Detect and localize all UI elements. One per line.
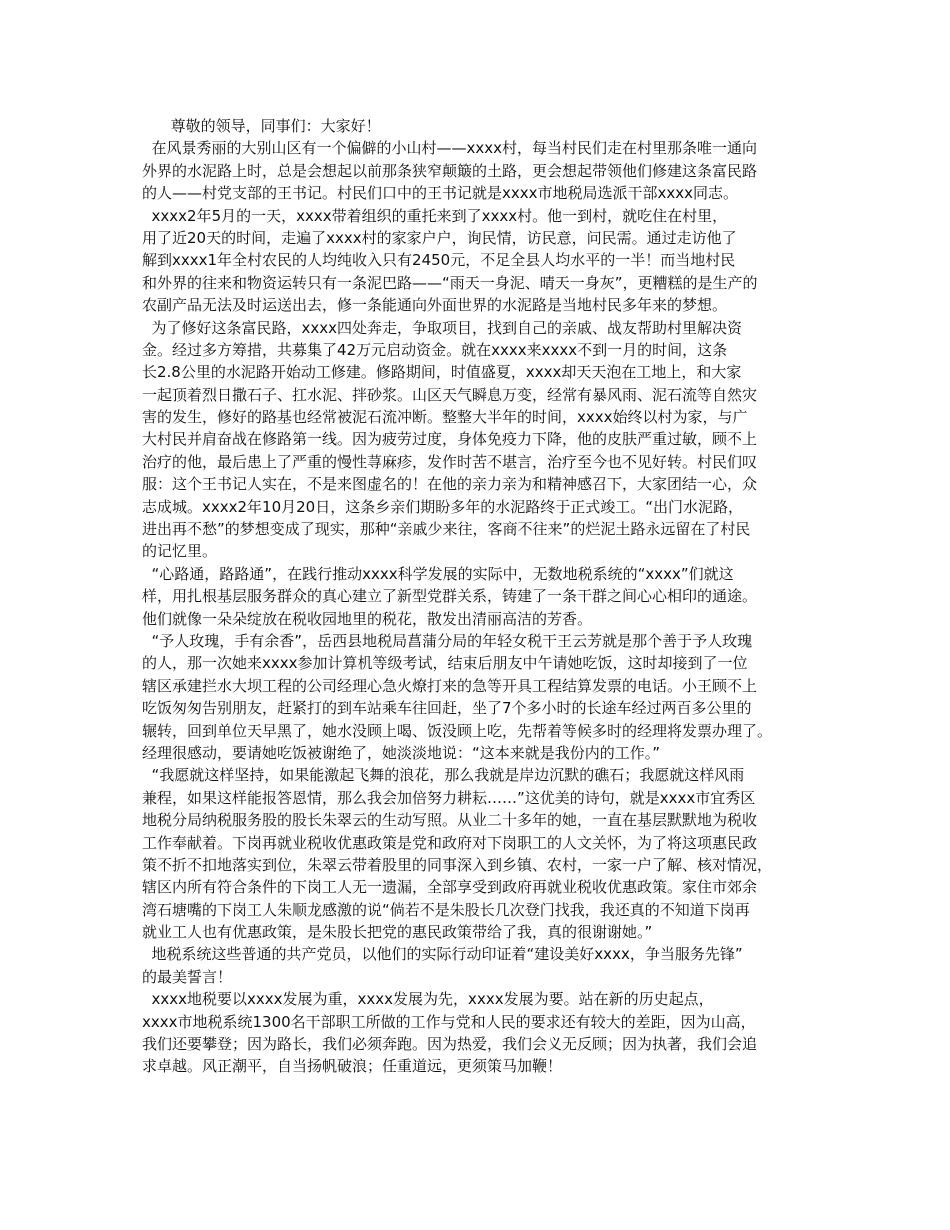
text-line: “予人玫瑰，手有余香”，岳西县地税局菖蒲分局的年轻女税干王云芳就是那个善于予人玫瑰 (142, 631, 753, 650)
text-line: 一起顶着烈日撒石子、扛水泥、拌砂浆。山区天气瞬息万变，经常有暴风雨、泥石流等自然灾 (142, 385, 758, 404)
text-line: 经理很感动，要请她吃饭被谢绝了，她淡淡地说：“这本来就是我份内的工作。” (142, 743, 661, 762)
text-line: 和外界的往来和物资运转只有一条泥巴路——“雨天一身泥、晴天一身灰”，更糟糕的是生产的 (142, 273, 758, 292)
text-line: xxxx地税要以xxxx发展为重，xxxx发展为先，xxxx发展为要。站在新的历史起点， (142, 990, 714, 1009)
text-line: “心路通，路路通”，在践行推动xxxx科学发展的实际中，无数地税系统的“xxxx”们就这 (142, 564, 734, 583)
text-line: 工作奉献着。下岗再就业税收优惠政策是党和政府对下岗职工的人文关怀，为了将这项惠民政 (142, 833, 758, 852)
text-line: 湾石塘嘴的下岗工人朱顺龙感激的说“倘若不是朱股长几次登门找我，我还真的不知道下岗再 (142, 900, 750, 919)
text-line: 吃饭匆匆告别朋友，赶紧打的到车站乘车往回赶，坐了7个多小时的长途车经过两百多公里的 (142, 699, 752, 718)
text-line: 用了近20天的时间，走遍了xxxx村的家家户户，询民情，访民意，问民需。通过走访他了 (142, 228, 737, 247)
text-line: 农副产品无法及时运送出去，修一条能通向外面世界的水泥路是当地村民多年来的梦想。 (142, 296, 728, 315)
text-line: 服：这个王书记人实在，不是来图虚名的！在他的亲力亲为和精神感召下，大家团结一心，众 (142, 475, 758, 494)
text-line: 尊敬的领导，同事们：大家好！ (142, 117, 381, 135)
text-line: 他们就像一朵朵绽放在税收园地里的税花，散发出清丽高洁的芳香。 (142, 609, 593, 628)
text-line: 在风景秀丽的大别山区有一个偏僻的小山村——xxxx村，每当村民们走在村里那条唯一通向 (142, 139, 758, 158)
text-line: “我愿就这样坚持，如果能激起飞舞的浪花，那么我就是岸边沉默的礁石；我愿就这样风雨 (142, 766, 745, 785)
document-body (142, 115, 822, 1078)
text-line: 兼程，如果这样能报答恩情，那么我会加倍努力耕耘……”这优美的诗句，就是xxxx市宜秀区 (142, 788, 756, 807)
text-line: 的最美誓言！ (142, 967, 233, 986)
text-line: 地税分局纳税服务股的股长朱翠云的生动写照。从业二十多年的她，一直在基层默默地为税收 (142, 811, 758, 830)
text-line: 外界的水泥路上时，总是会想起以前那条狭窄颠簸的土路，更会想起带领他们修建这条富民路 (142, 161, 758, 180)
text-line: 解到xxxx1年全村农民的人均纯收入只有2450元，不足全县人均水平的一半！而当地村民 (142, 251, 736, 270)
text-line: 辖区承建拦水大坝工程的公司经理心急火燎打来的急等开具工程结算发票的电话。小王顾不上 (142, 676, 758, 695)
text-line: 为了修好这条富民路，xxxx四处奔走，争取项目，找到自己的亲戚、战友帮助村里解决资 (142, 318, 743, 337)
text-line: 志成城。xxxx2年10月20日，这条乡亲们期盼多年的水泥路终于正式竣工。“出门水泥路， (142, 497, 743, 516)
text-line: 进出再不愁”的梦想变成了现实，那种“亲戚少来往，客商不往来”的烂泥土路永远留在了村民 (142, 520, 751, 539)
text-line: 求卓越。风正潮平，自当扬帆破浪；任重道远，更须策马加鞭！ (142, 1057, 563, 1076)
text-line: 治疗的他，最后患上了严重的慢性荨麻疹，发作时苦不堪言，治疗至今也不见好转。村民们叹 (142, 452, 758, 471)
text-line: 金。经过多方筹措，共募集了42万元启动资金。就在xxxx来xxxx不到一月的时间，这条 (142, 340, 728, 359)
text-line: 样，用扎根基层服务群众的真心建立了新型党群关系，铸建了一条干群之间心心相印的通途。 (142, 587, 758, 606)
text-line: xxxx2年5月的一天，xxxx带着组织的重托来到了xxxx村。他一到村，就吃住在村里， (142, 206, 728, 225)
text-line: 的人，那一次她来xxxx参加计算机等级考试，结束后朋友中午请她吃饭，这时却接到了一位 (142, 654, 748, 673)
text-line: 大村民并肩奋战在修路第一线。因为疲劳过度，身体免疫力下降，他的皮肤严重过敏，顾不上 (142, 430, 758, 449)
text-line: 的人——村党支部的王书记。村民们口中的王书记就是xxxx市地税局选派干部xxxx同志。 (142, 184, 739, 203)
text-line: 策不折不扣地落实到位，朱翠云带着股里的同事深入到乡镇、农村，一家一户了解、核对情况， (142, 855, 773, 874)
text-line: 我们还要攀登；因为路长，我们必须奔跑。因为热爱，我们会义无反顾；因为执著，我们会追 (142, 1035, 758, 1054)
text-line: xxxx市地税系统1300名干部职工所做的工作与党和人民的要求还有较大的差距，因为山高， (142, 1012, 756, 1031)
text-line: 的记忆里。 (142, 542, 218, 561)
text-line: 长2.8公里的水泥路开始动工修建。修路期间，时值盛夏，xxxx却天天泡在工地上，和大家 (142, 363, 742, 382)
text-line: 辖区内所有符合条件的下岗工人无一遗漏，全部享受到政府再就业税收优惠政策。家住市郊余 (142, 878, 758, 897)
text-line: 就业工人也有优惠政策，是朱股长把党的惠民政策带给了我，真的很谢谢她。” (142, 923, 653, 942)
text-line: 害的发生，修好的路基也经常被泥石流冲断。整整大半年的时间，xxxx始终以村为家，与广 (142, 408, 748, 427)
text-line: 辗转，回到单位天早黑了，她水没顾上喝、饭没顾上吃，先帮着等候多时的经理将发票办理了。 (142, 721, 773, 740)
text-line: 地税系统这些普通的共产党员，以他们的实际行动印证着“建设美好xxxx，争当服务先锋” (142, 945, 743, 964)
